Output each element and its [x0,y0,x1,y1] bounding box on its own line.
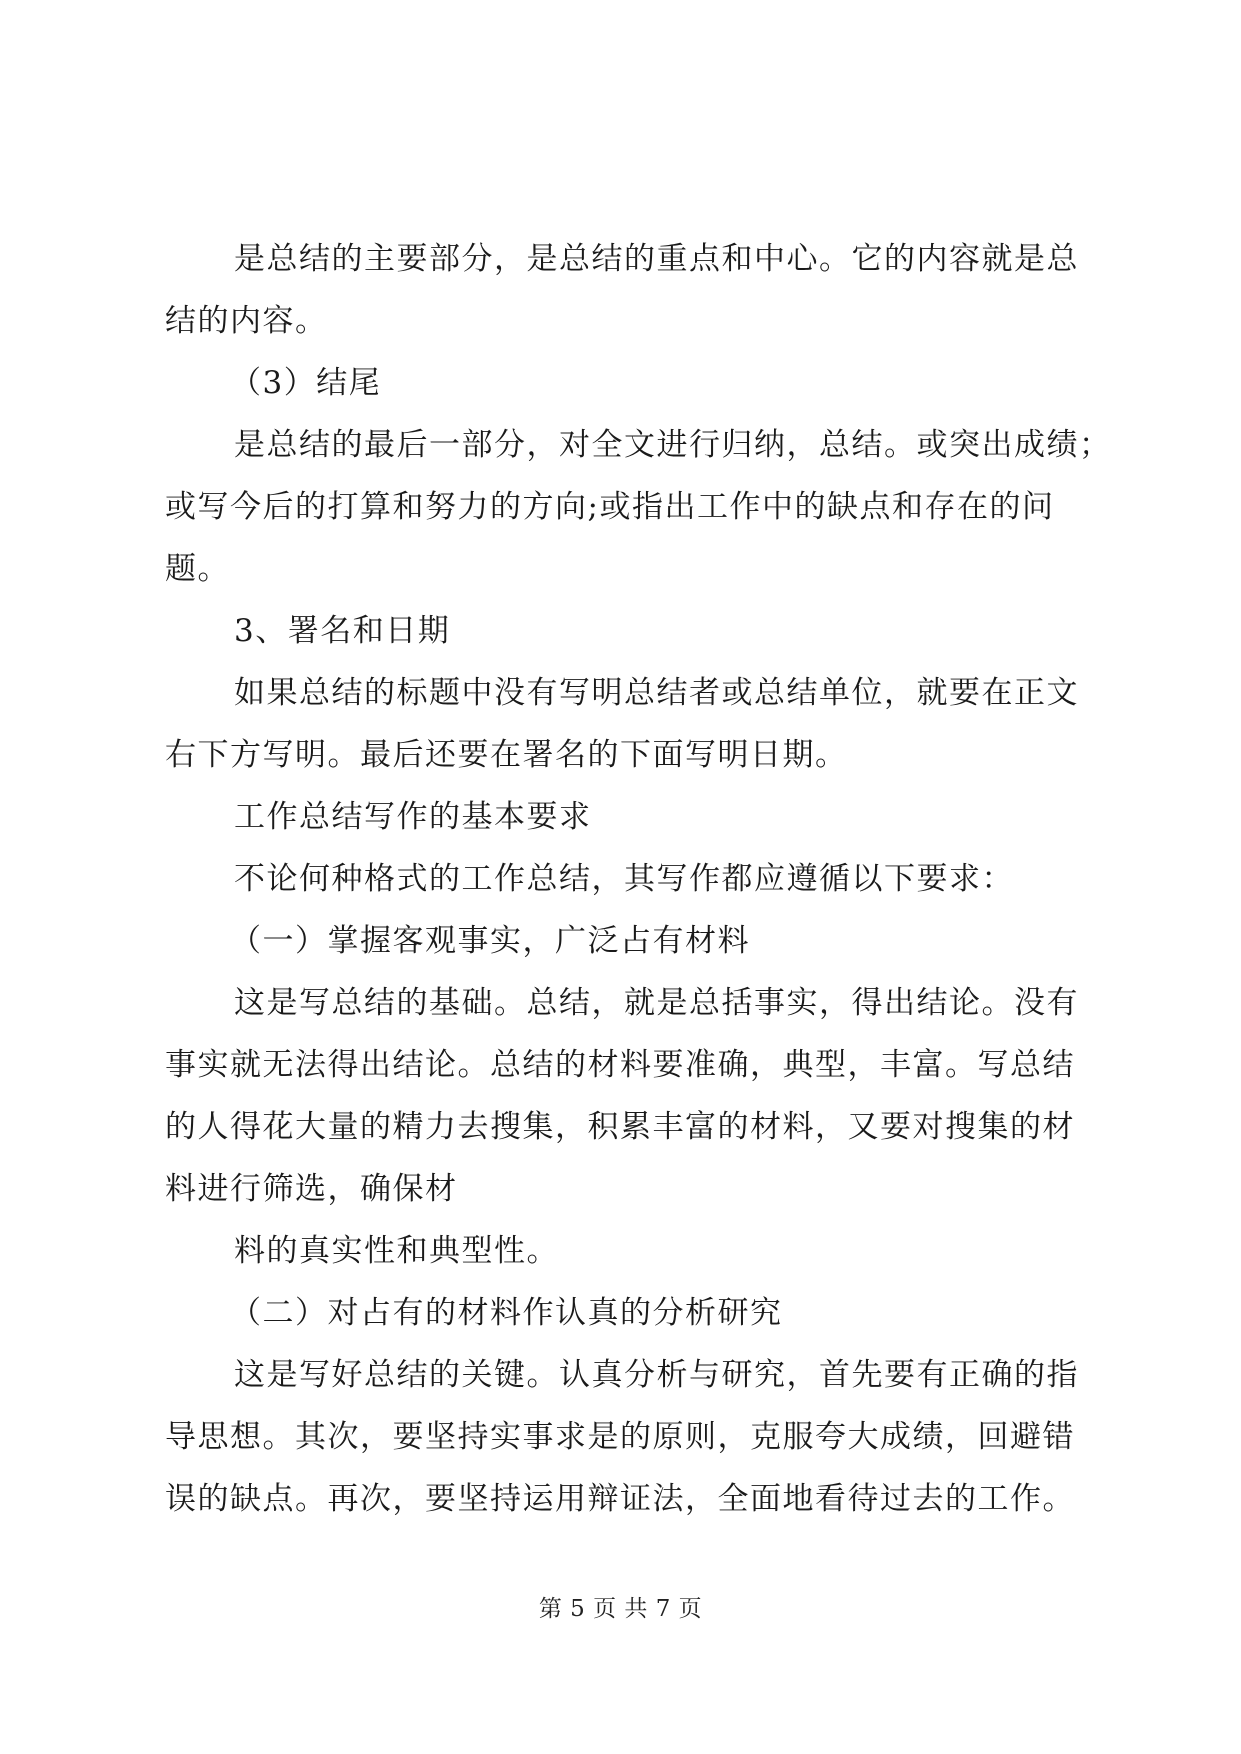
paragraph-line: 导思想。其次，要坚持实事求是的原则，克服夸大成绩，回避错 [165,1419,1075,1455]
paragraph-line: 误的缺点。再次，要坚持运用辩证法，全面地看待过去的工作。 [165,1481,1075,1517]
paragraph-line: 右下方写明。最后还要在署名的下面写明日期。 [165,737,848,773]
section-heading: （一）掌握客观事实，广泛占有材料 [230,923,750,959]
section-heading: （二）对占有的材料作认真的分析研究 [230,1295,783,1331]
paragraph-line: 料进行筛选，确保材 [165,1171,458,1207]
section-heading: 工作总结写作的基本要求 [234,799,592,835]
paragraph-line: 是总结的主要部分，是总结的重点和中心。它的内容就是总 [234,241,1079,277]
paragraph-line: 结的内容。 [165,303,328,339]
paragraph-line: 的人得花大量的精力去搜集，积累丰富的材料，又要对搜集的材 [165,1109,1075,1145]
page-number-footer: 第 5 页 共 7 页 [538,1596,703,1622]
document-body [165,228,1112,1530]
paragraph-line: 料的真实性和典型性。 [234,1233,559,1269]
paragraph-line: 题。 [165,551,230,587]
paragraph-line: 事实就无法得出结论。总结的材料要准确，典型，丰富。写总结 [165,1047,1075,1083]
paragraph-line: 是总结的最后一部分，对全文进行归纳，总结。或突出成绩； [234,427,1112,463]
paragraph-line: 这是写好总结的关键。认真分析与研究，首先要有正确的指 [234,1357,1079,1393]
paragraph-line: 不论何种格式的工作总结，其写作都应遵循以下要求： [234,861,1014,897]
paragraph-line: 或写今后的打算和努力的方向;或指出工作中的缺点和存在的问 [165,489,1055,525]
section-heading: 3、署名和日期 [234,613,451,649]
section-heading: （3）结尾 [230,365,382,401]
paragraph-line: 如果总结的标题中没有写明总结者或总结单位，就要在正文 [234,675,1079,711]
paragraph-line: 这是写总结的基础。总结，就是总括事实，得出结论。没有 [234,985,1079,1021]
